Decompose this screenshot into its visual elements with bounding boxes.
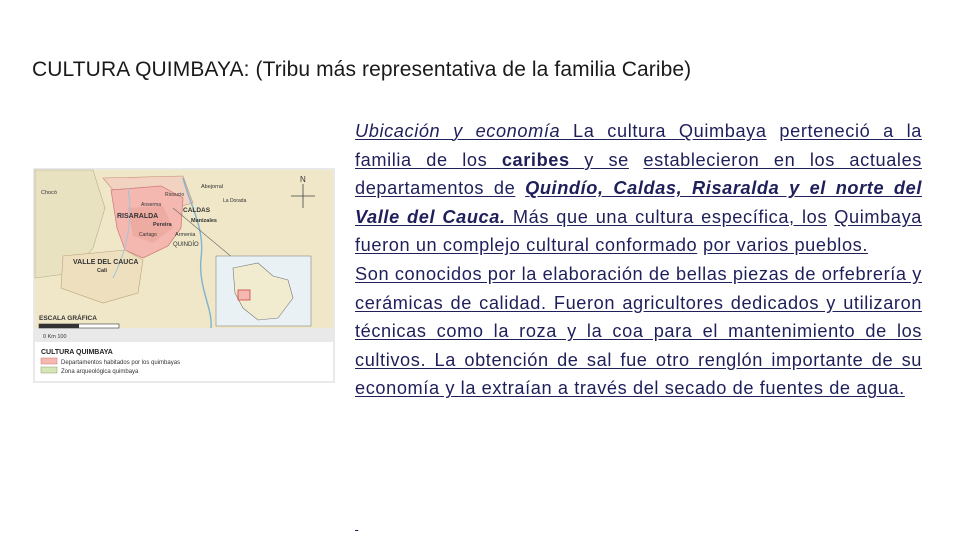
legend-swatch-departments (41, 358, 57, 364)
scale-bar-fill (39, 324, 79, 328)
link-ubicacion[interactable]: Ubicación (355, 121, 454, 141)
label-la-dorada: La Dorada (223, 198, 247, 204)
link-los[interactable]: los (462, 149, 502, 170)
link-la-2[interactable]: la (906, 121, 922, 141)
legend-swatch-zone (41, 367, 57, 373)
body-text (355, 117, 922, 403)
label-cartago: Cartago (139, 232, 157, 238)
label-risaralda: RISARALDA (117, 213, 159, 220)
label-km: 0 Km 100 (43, 334, 67, 340)
link-y-2[interactable]: y (584, 149, 609, 170)
label-abejorral: Abejorral (201, 184, 224, 190)
label-choco: Chocó (41, 190, 57, 196)
link-varios-pueblos[interactable]: por varios pueblos. (702, 235, 869, 256)
link-economia[interactable]: economía (475, 121, 574, 141)
svg-text:N: N (300, 175, 306, 184)
link-establecieron[interactable]: establecieron en los actuales departamentos de (355, 149, 922, 199)
label-anserma: Anserma (141, 202, 162, 208)
link-pertenecio[interactable]: perteneció (779, 121, 884, 141)
link-se[interactable]: se (608, 149, 629, 170)
legend-title: CULTURA QUIMBAYA (41, 349, 113, 356)
link-y[interactable]: y (453, 121, 476, 141)
label-quindio: QUINDÍO (173, 242, 199, 248)
label-riosucio: Riosucio (165, 192, 185, 198)
link-mas-que[interactable]: Más que una cultura específica, los (512, 206, 828, 227)
legend-item-departments: Departamentos habitados por los quimbayas (61, 360, 181, 366)
link-familia[interactable]: familia (355, 149, 427, 170)
paragraph-2 (355, 260, 922, 403)
link-quimbaya-complejo[interactable]: Quimbaya fueron un complejo cultural conformado (355, 206, 922, 256)
label-valle: VALLE DEL CAUCA (73, 259, 139, 266)
quimbaya-map (33, 168, 335, 383)
link-quimbaya[interactable]: Quimbaya (678, 121, 767, 141)
link-caribes[interactable]: caribes (501, 149, 585, 170)
label-pereira: Pereira (153, 222, 172, 228)
label-caldas: CALDAS (183, 207, 211, 214)
link-de[interactable]: de (426, 149, 463, 170)
link-departments[interactable]: Quindío, Caldas, Risaralda y el norte del Valle del Cauca. (355, 178, 923, 227)
label-cali: Cali (97, 268, 108, 274)
trailing-underline (355, 518, 358, 532)
legend-item-zone: Zona arqueológica quimbaya (61, 369, 139, 375)
link-cultura[interactable]: cultura (607, 121, 679, 141)
map-inset-highlight (238, 290, 250, 300)
label-armenia: Armenia (175, 232, 196, 238)
label-manizales: Manizales (191, 218, 217, 224)
link-a[interactable]: a (883, 121, 907, 141)
paragraph-1 (355, 117, 922, 260)
label-escala: ESCALA GRÁFICA (39, 315, 97, 322)
link-la[interactable]: La (573, 121, 608, 141)
slide-title: CULTURA QUIMBAYA: (Tribu más representativa de la familia Caribe) (32, 58, 692, 81)
link-paragraph-2[interactable]: Son conocidos por la elaboración de bellas piezas de orfebrería y cerámicas de calidad. Fueron agricultores dedicados y utilizaron técnicas como la roza y la coa para el mantenimiento de los cultivos. La obtención de sal fue otro renglón importante de su economía y la extraían a través del secado de fuentes de agua. (355, 263, 922, 399)
